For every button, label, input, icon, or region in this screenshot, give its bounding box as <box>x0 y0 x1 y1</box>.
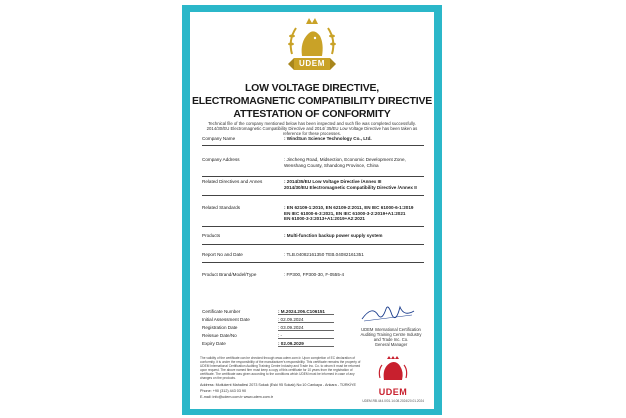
registration-date-value: : 03.09.2024 <box>278 325 334 331</box>
directives-label: Related Directives and Annes <box>202 179 263 184</box>
authority-block <box>354 327 428 347</box>
directives-value <box>284 179 426 190</box>
expiry-date-label: Expiry Date <box>202 341 226 346</box>
initial-assessment-value: : 02.09.2024 <box>278 317 334 323</box>
udem-logo-text-bottom: UDEM <box>378 387 408 397</box>
standard-1: : EN 62109-1:2010, EN 62109-2:2011, EN IEC 61000-6-1:2019 <box>284 205 414 210</box>
authority-line-3: and Trade Inc. Co. <box>373 337 409 342</box>
footer-phone: Phone: +90 (312) 443 03 90 <box>200 389 247 393</box>
small-print: The validity of the certificate can be checked through www.udem.com.tr. Upon completion of EC declaration of conformity, it is under the responsibility of the manufacturer's responsibility. This certificate remains the property of UDEM International Certification Auditing Training Centre Industry and Trade Inc. Co. to whom it must be returned upon request. The above named firm must keep a copy of this certificate for 10 years from the registration of certificate. The certificate was given according to the conditions which UDEM must be informed in case of any changes on the products. <box>200 356 361 380</box>
certificate-number-row <box>202 309 334 315</box>
authority-line-4: General Manager <box>374 342 408 347</box>
udem-logo-text: UDEM <box>299 59 325 68</box>
products-value: : Multi-function backup power supply system <box>284 233 383 238</box>
divider <box>202 226 424 227</box>
initial-assessment-label: Initial Assessment Date <box>202 317 250 322</box>
udem-lion-icon <box>378 356 408 382</box>
divider <box>202 195 424 196</box>
divider <box>202 145 424 146</box>
intro-text: Technical file of the company mentioned below has been inspected and such file was completed successfully. 2014/30/EU Electromagnetic Compatibility Directive and 2014/ 35/EU Low Voltage Directive has been taken as reference for these processes. <box>206 121 418 136</box>
udem-crest-icon <box>282 14 342 78</box>
authority-line-1: UDEM International Certification <box>361 327 421 332</box>
footer-address: Address: Mutlukent Mahallesi 2073 Sokak (Eski 95 Sokak) No:10 Cankaya - Ankara - TÜRKİYE <box>200 383 356 387</box>
footer-web: E-mail: info@udem.com.tr www.udem.com.tr <box>200 395 274 399</box>
title-line-1: LOW VOLTAGE DIRECTIVE, <box>244 82 380 94</box>
udem-logo-bottom <box>366 356 420 397</box>
title-line-2: ELECTROMAGNETIC COMPATIBILITY DIRECTIVE <box>191 95 433 107</box>
divider <box>202 176 424 177</box>
certificate-number-label: Certificate Number <box>202 309 241 314</box>
document-reference: UDEM.RB.444.0/01.14.08.2024/20.01.2024 <box>362 399 424 403</box>
report-label: Report No and Date <box>202 252 243 257</box>
divider <box>202 244 424 245</box>
company-name-label: Company Name <box>202 136 236 141</box>
brand-model-value: : FP300, FP300-30, F-0555-4 <box>284 272 345 277</box>
report-value: : TLB.04082161350 TEB.04082161351 <box>284 252 364 257</box>
standards-value <box>284 205 426 222</box>
reissue-date-row <box>202 333 334 339</box>
company-address-value: : Jincheng Road, Midsection, Economic Development Zone, Wenshang County, Shandong Province, China <box>284 157 406 168</box>
certificate-number-value: : M.2024.206.C106151 <box>278 309 334 315</box>
brand-model-label: Product Brand/Model/Type <box>202 272 257 277</box>
standard-2: EN IEC 61000-6-3:2021, EN IEC 61000-3-2:2019+A1:2021 <box>284 210 406 216</box>
standards-label: Related Standards <box>202 205 241 210</box>
expiry-date-row <box>202 341 334 347</box>
signature-icon <box>358 301 418 325</box>
certificate-paper <box>190 12 434 409</box>
company-address-label: Company Address <box>202 157 240 162</box>
directive-2: 2014/30/EU Electromagnetic Compatibility Directive /Annex II <box>284 184 417 190</box>
expiry-date-value: : 02.09.2029 <box>278 341 334 347</box>
products-label: Products <box>202 233 221 238</box>
udem-logo-top <box>190 14 434 78</box>
reissue-date-value: : - <box>278 333 334 339</box>
certificate-border <box>182 5 442 415</box>
directive-1: : 2014/35/EU Low Voltage Directive /Annex III <box>284 179 382 184</box>
title-line-3: ATTESTATION OF CONFORMITY <box>233 108 391 120</box>
company-name-value: : WindSun Science Technology Co., Ltd. <box>284 136 372 141</box>
registration-date-row <box>202 325 334 331</box>
reissue-date-label: Reissue Date/No <box>202 333 237 338</box>
authority-line-2: Auditing Training Centre Industry <box>360 332 422 337</box>
standard-3: EN 61000-3-3:2013+A1:2019+A2:2021 <box>284 216 365 222</box>
initial-assessment-row <box>202 317 334 323</box>
registration-date-label: Registration Date <box>202 325 238 330</box>
divider <box>202 262 424 263</box>
